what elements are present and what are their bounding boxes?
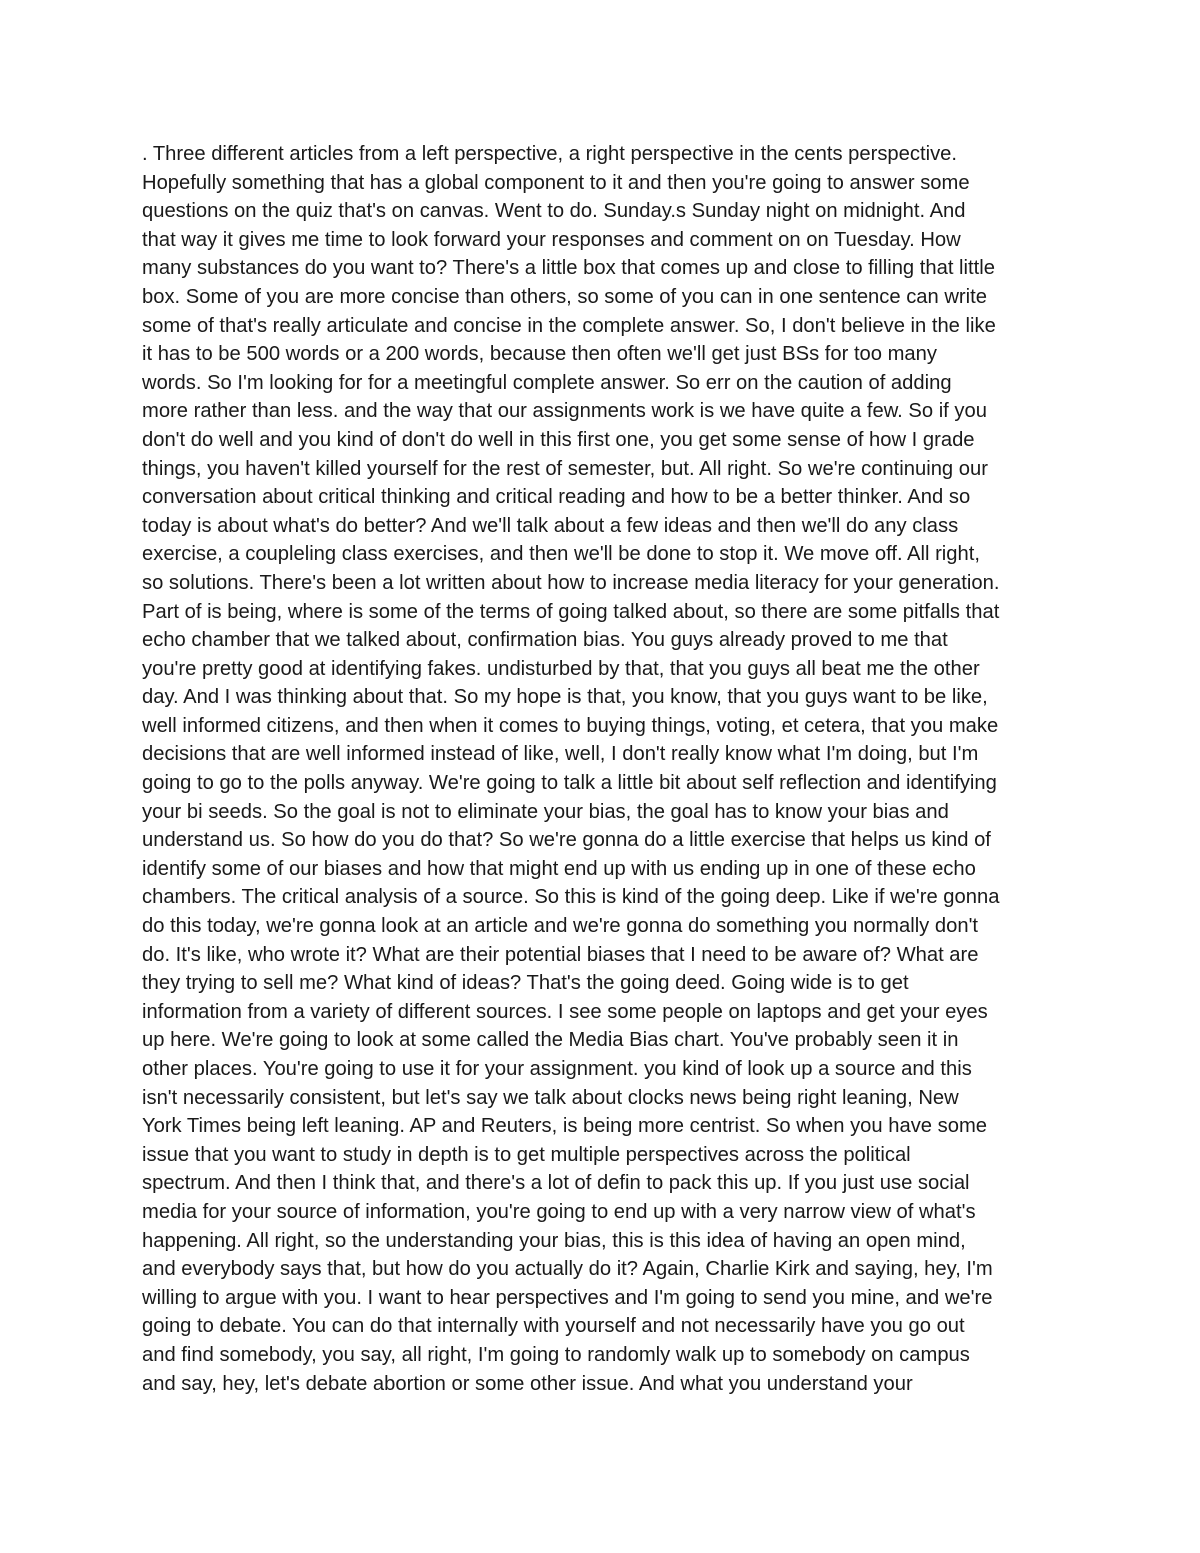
- text-line: day. And I was thinking about that. So my hope is that, you know, that you guys want to be like,: [142, 686, 988, 709]
- text-line: many substances do you want to? There's a little box that comes up and close to filling that little: [142, 257, 995, 280]
- transcript-body: [142, 140, 1072, 1398]
- text-line: information from a variety of different sources. I see some people on laptops and get your eyes: [142, 1000, 988, 1023]
- text-line: going to debate. You can do that internally with yourself and not necessarily have you go out: [142, 1315, 965, 1338]
- text-line: issue that you want to study in depth is to get multiple perspectives across the political: [142, 1143, 911, 1166]
- text-line: don't do well and you kind of don't do well in this first one, you get some sense of how I grade: [142, 428, 975, 451]
- text-line: they trying to sell me? What kind of ideas? That's the going deed. Going wide is to get: [142, 972, 909, 995]
- text-line: willing to argue with you. I want to hear perspectives and I'm going to send you mine, and we're: [142, 1286, 993, 1309]
- text-line: you're pretty good at identifying fakes. undisturbed by that, that you guys all beat me the other: [142, 657, 980, 680]
- text-line: going to go to the polls anyway. We're going to talk a little bit about self reflection and identifying: [142, 772, 997, 795]
- text-line: . Three different articles from a left perspective, a right perspective in the cents perspective.: [142, 143, 958, 165]
- text-line: chambers. The critical analysis of a source. So this is kind of the going deep. Like if we're gonna: [142, 886, 1000, 909]
- text-line: spectrum. And then I think that, and there's a lot of defin to pack this up. If you just use social: [142, 1172, 970, 1195]
- text-line: it has to be 500 words or a 200 words, because then often we'll get just BSs for too many: [142, 343, 937, 366]
- text-line: other places. You're going to use it for your assignment. you kind of look up a source and this: [142, 1058, 972, 1080]
- text-line: well informed citizens, and then when it comes to buying things, voting, et cetera, that you make: [142, 714, 999, 737]
- text-line: exercise, a coupleling class exercises, and then we'll be done to stop it. We move off. All right,: [142, 543, 980, 566]
- text-line: understand us. So how do you do that? So we're gonna do a little exercise that helps us kind of: [142, 829, 991, 852]
- text-line: identify some of our biases and how that might end up with us ending up in one of these echo: [142, 857, 976, 880]
- text-line: up here. We're going to look at some called the Media Bias chart. You've probably seen it in: [142, 1029, 959, 1052]
- text-line: isn't necessarily consistent, but let's say we talk about clocks news being right leaning, New: [142, 1086, 959, 1109]
- text-line: media for your source of information, you're going to end up with a very narrow view of what's: [142, 1200, 976, 1223]
- text-line: that way it gives me time to look forward your responses and comment on on Tuesday. How: [142, 228, 961, 251]
- text-line: more rather than less. and the way that our assignments work is we have quite a few. So if you: [142, 400, 987, 423]
- text-line: Hopefully something that has a global component to it and then you're going to answer some: [142, 171, 970, 194]
- text-line: do. It's like, who wrote it? What are their potential biases that I need to be aware of? What are: [142, 943, 979, 966]
- text-line: York Times being left leaning. AP and Reuters, is being more centrist. So when you have some: [142, 1115, 987, 1138]
- text-line: things, you haven't killed yourself for the rest of semester, but. All right. So we're continuing our: [142, 457, 988, 480]
- text-line: conversation about critical thinking and critical reading and how to be a better thinker. And so: [142, 486, 971, 509]
- text-line: do this today, we're gonna look at an article and we're gonna do something you normally don't: [142, 915, 979, 938]
- text-line: echo chamber that we talked about, confirmation bias. You guys already proved to me that: [142, 629, 948, 652]
- text-line: decisions that are well informed instead of like, well, I don't really know what I'm doing, but I'm: [142, 743, 979, 766]
- text-line: and say, hey, let's debate abortion or some other issue. And what you understand your: [142, 1372, 913, 1395]
- text-line: today is about what's do better? And we'll talk about a few ideas and then we'll do any class: [142, 514, 959, 537]
- text-line: your bi seeds. So the goal is not to eliminate your bias, the goal has to know your bias and: [142, 800, 949, 823]
- text-line: and everybody says that, but how do you actually do it? Again, Charlie Kirk and saying, hey, I'm: [142, 1258, 993, 1281]
- text-line: words. So I'm looking for for a meetingful complete answer. So err on the caution of adding: [142, 371, 952, 394]
- text-line: some of that's really articulate and concise in the complete answer. So, I don't believe in the like: [142, 314, 996, 337]
- text-line: and find somebody, you say, all right, I'm going to randomly walk up to somebody on campus: [142, 1343, 970, 1366]
- text-line: happening. All right, so the understanding your bias, this is this idea of having an open mind,: [142, 1229, 966, 1252]
- text-line: box. Some of you are more concise than others, so some of you can in one sentence can write: [142, 285, 987, 308]
- text-line: so solutions. There's been a lot written about how to increase media literacy for your generation.: [142, 571, 1000, 594]
- text-line: questions on the quiz that's on canvas. Went to do. Sunday.s Sunday night on midnight. And: [142, 200, 966, 223]
- text-line: Part of is being, where is some of the terms of going talked about, so there are some pitfalls that: [142, 600, 1000, 623]
